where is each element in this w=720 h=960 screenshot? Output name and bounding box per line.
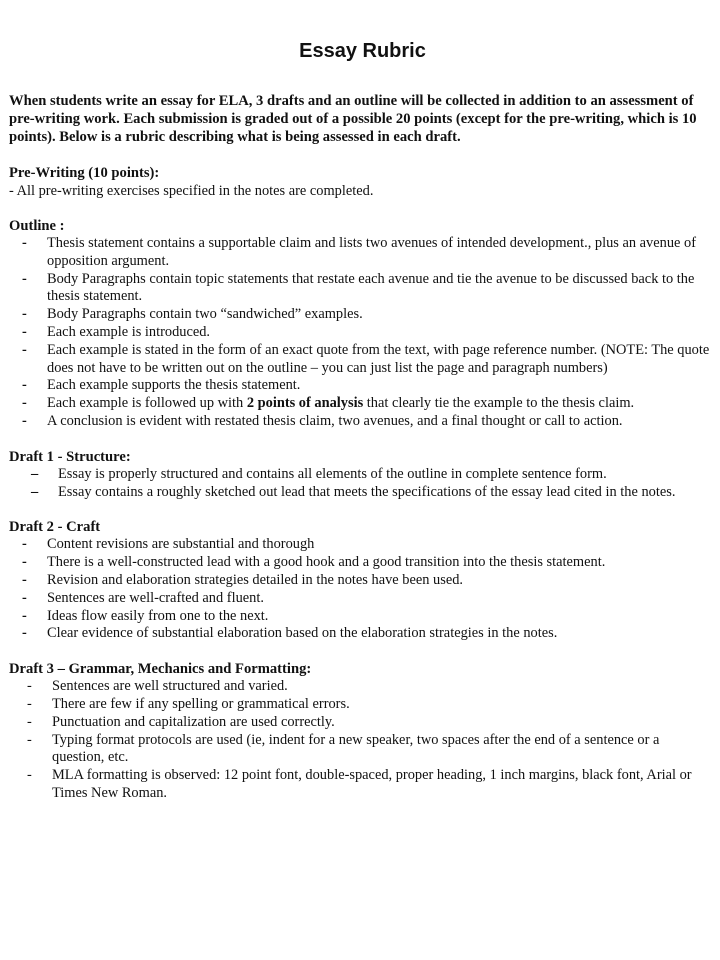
list-item-text: MLA formatting is observed: 12 point font, double-spaced, proper heading, 1 inch margins, black font, Arial or Times New Roman. (52, 767, 692, 801)
dash-bullet-icon: - (22, 270, 27, 287)
list-item (9, 554, 712, 572)
list-item-text: Punctuation and capitalization are used correctly. (52, 713, 335, 730)
dash-bullet-icon: - (22, 306, 27, 323)
dash-bullet-icon: - (22, 235, 27, 251)
list-item (9, 271, 712, 307)
dash-bullet-icon: - (27, 695, 32, 712)
analysis-text-before: Each example is followed up with (47, 395, 247, 412)
list-item (9, 306, 712, 324)
list-item-text: Content revisions are substantial and thorough (47, 536, 315, 553)
list-item-text: Body Paragraphs contain topic statements that restate each avenue and tie the avenue to be discussed back to the thesis statement. (47, 270, 695, 305)
list-item (9, 678, 712, 696)
dash-bullet-icon: - (22, 554, 27, 571)
list-item (9, 767, 712, 803)
dash-bullet-icon: - (27, 767, 32, 784)
dash-bullet-icon: - (22, 607, 27, 624)
list-item (9, 377, 712, 395)
list-item-text: Essay is properly structured and contains all elements of the outline in complete sentence form. (58, 465, 607, 482)
dash-bullet-icon: - (27, 713, 32, 730)
draft3-section (9, 660, 712, 803)
list-item (9, 324, 712, 342)
dash-bullet-icon: - (22, 412, 27, 429)
list-item-text: Each example supports the thesis statement. (47, 377, 301, 394)
prewriting-text: - All pre-writing exercises specified in the notes are completed. (9, 183, 374, 199)
dash-bullet-icon: - (27, 678, 32, 695)
intro-paragraph: When students write an essay for ELA, 3 drafts and an outline will be collected in addition to an assessment of pre-writing work. Each submission is graded out of a possible 20 points (except for the pre-writing, which is 10 points). Below is a rubric describing what is being assessed in each draft. (9, 93, 697, 145)
list-item-text: Sentences are well-crafted and fluent. (47, 589, 264, 606)
dash-bullet-icon: - (22, 323, 27, 340)
draft2-heading: Draft 2 - Craft (9, 519, 101, 536)
list-item-text: Essay contains a roughly sketched out lead that meets the specifications of the essay lead cited in the notes. (58, 483, 676, 500)
list-item (9, 625, 712, 643)
list-item-text: Each example is stated in the form of an exact quote from the text, with page reference number. (NOTE: The quote does not have to be written out on the outline – you can just list the page and paragraph numbers) (47, 341, 710, 376)
dash-bullet-icon: - (22, 625, 27, 642)
document-title: Essay Rubric (299, 40, 426, 62)
draft1-list (9, 466, 712, 502)
list-item (9, 395, 712, 413)
dash-bullet-icon: – (31, 465, 39, 482)
list-item (9, 732, 712, 768)
list-item-text: There are few if any spelling or grammatical errors. (52, 695, 350, 712)
prewriting-heading: Pre-Writing (10 points): (9, 165, 160, 181)
list-item-text: Clear evidence of substantial elaboration based on the elaboration strategies in the notes. (47, 625, 558, 642)
list-item-text: Typing format protocols are used (ie, indent for a new speaker, two spaces after the end of a sentence or a question, etc. (52, 731, 660, 766)
list-item-text: Each example is introduced. (47, 323, 211, 340)
dash-bullet-icon: - (22, 536, 27, 553)
list-item (9, 590, 712, 608)
list-item (9, 342, 712, 378)
list-item (9, 466, 712, 484)
outline-list (9, 235, 712, 431)
draft1-section (9, 448, 712, 502)
dash-bullet-icon: - (22, 377, 27, 394)
draft2-section (9, 518, 712, 643)
list-item-text: A conclusion is evident with restated thesis claim, two avenues, and a final thought or call to action. (47, 412, 623, 429)
draft1-heading: Draft 1 - Structure: (9, 448, 131, 465)
analysis-emphasis: 2 points of analysis (246, 395, 364, 412)
outline-heading: Outline : (9, 218, 65, 234)
list-item-text: Ideas flow easily from one to the next. (47, 607, 269, 624)
list-item (9, 484, 712, 502)
draft3-list (9, 678, 712, 803)
list-item (9, 608, 712, 626)
list-item-text: Revision and elaboration strategies detailed in the notes have been used. (47, 571, 464, 588)
list-item (9, 696, 712, 714)
dash-bullet-icon: - (22, 341, 27, 358)
dash-bullet-icon: - (22, 571, 27, 588)
outline-section (9, 217, 712, 431)
draft3-heading: Draft 3 – Grammar, Mechanics and Formatting: (9, 661, 312, 678)
list-item (9, 235, 712, 271)
list-item-text: Sentences are well structured and varied. (52, 678, 288, 695)
list-item-text: Body Paragraphs contain two “sandwiched” examples. (47, 306, 363, 323)
dash-bullet-icon: - (22, 395, 27, 412)
list-item (9, 714, 712, 732)
list-item (9, 413, 712, 431)
list-item-text: There is a well-constructed lead with a good hook and a good transition into the thesis statement. (47, 554, 606, 571)
list-item (9, 572, 712, 590)
draft2-list (9, 536, 712, 643)
list-item-text: Thesis statement contains a supportable claim and lists two avenues of intended development., plus an avenue of opposition argument. (47, 235, 697, 269)
prewriting-section (9, 164, 712, 200)
dash-bullet-icon: – (31, 483, 39, 500)
analysis-text-after: that clearly tie the example to the thesis claim. (363, 395, 635, 412)
list-item (9, 536, 712, 554)
dash-bullet-icon: - (22, 589, 27, 606)
dash-bullet-icon: - (27, 731, 32, 748)
